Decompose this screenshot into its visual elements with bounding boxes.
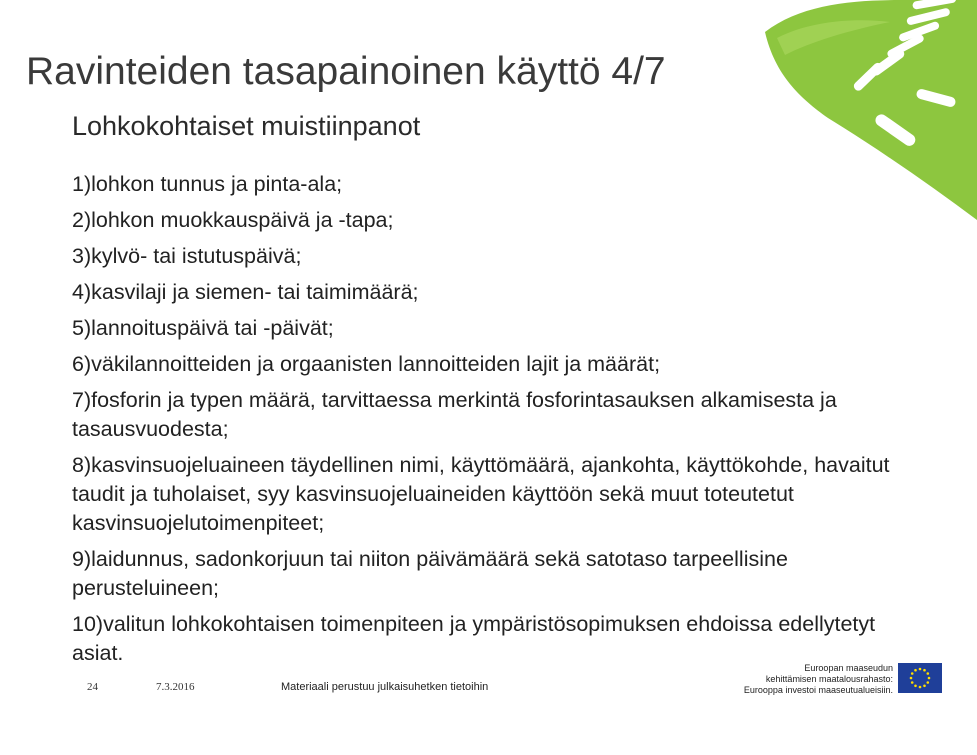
eu-star-icon [911,681,914,684]
eu-star-icon [928,677,931,680]
list-item: 7)fosforin ja typen määrä, tarvittaessa merkintä fosforintasauksen alkamisesta ja tasausvuodesta; [72,388,837,441]
eu-funding-text: Euroopan maaseudun kehittämisen maatalousrahasto: Eurooppa investoi maaseutualueisiin. [743,663,893,695]
footer-note: Materiaali perustuu julkaisuhetken tietoihin [281,681,489,693]
list-item: 6)väkilannoitteiden ja orgaanisten lannoitteiden lajit ja määrät; [72,352,661,376]
eu-star-icon [926,672,929,675]
eu-star-icon [910,677,913,680]
eu-star-icon [914,684,917,687]
eu-star-icon [923,669,926,672]
list-item: 2)lohkon muokkauspäivä ja -tapa; [72,208,394,232]
list-item: 10)valitun lohkokohtaisen toimenpiteen ja ympäristösopimuksen ehdoissa edellytetyt asiat. [72,612,876,665]
eu-star-icon [923,684,926,687]
slide-subtitle: Lohkokohtaiset muistiinpanot [72,111,421,141]
eu-star-icon [911,672,914,675]
list-item: 4)kasvilaji ja siemen- tai taimimäärä; [72,280,419,304]
list-item: 9)laidunnus, sadonkorjuun tai niiton päivämäärä sekä satotaso tarpeellisine perusteluineen; [72,547,788,600]
list-item: 5)lannoituspäivä tai -päivät; [72,316,334,340]
eu-flag-icon [898,663,942,693]
slide-title: Ravinteiden tasapainoinen käyttö 4/7 [26,50,666,93]
page-number: 24 [87,681,98,693]
slide-date: 7.3.2016 [156,681,195,693]
eu-star-icon [919,686,922,689]
eu-star-icon [919,668,922,671]
eu-star-icon [914,669,917,672]
eu-star-icon [926,681,929,684]
notes-list [72,170,932,668]
list-item: 1)lohkon tunnus ja pinta-ala; [72,172,343,196]
list-item: 8)kasvinsuojeluaineen täydellinen nimi, käyttömäärä, ajankohta, käyttökohde, havaitut taudit ja tuholaiset, syy kasvinsuojeluaineiden käyttöön sekä muut toteutetut kasvinsuojelutoimenpiteet; [72,453,890,535]
list-item: 3)kylvö- tai istutuspäivä; [72,244,302,268]
